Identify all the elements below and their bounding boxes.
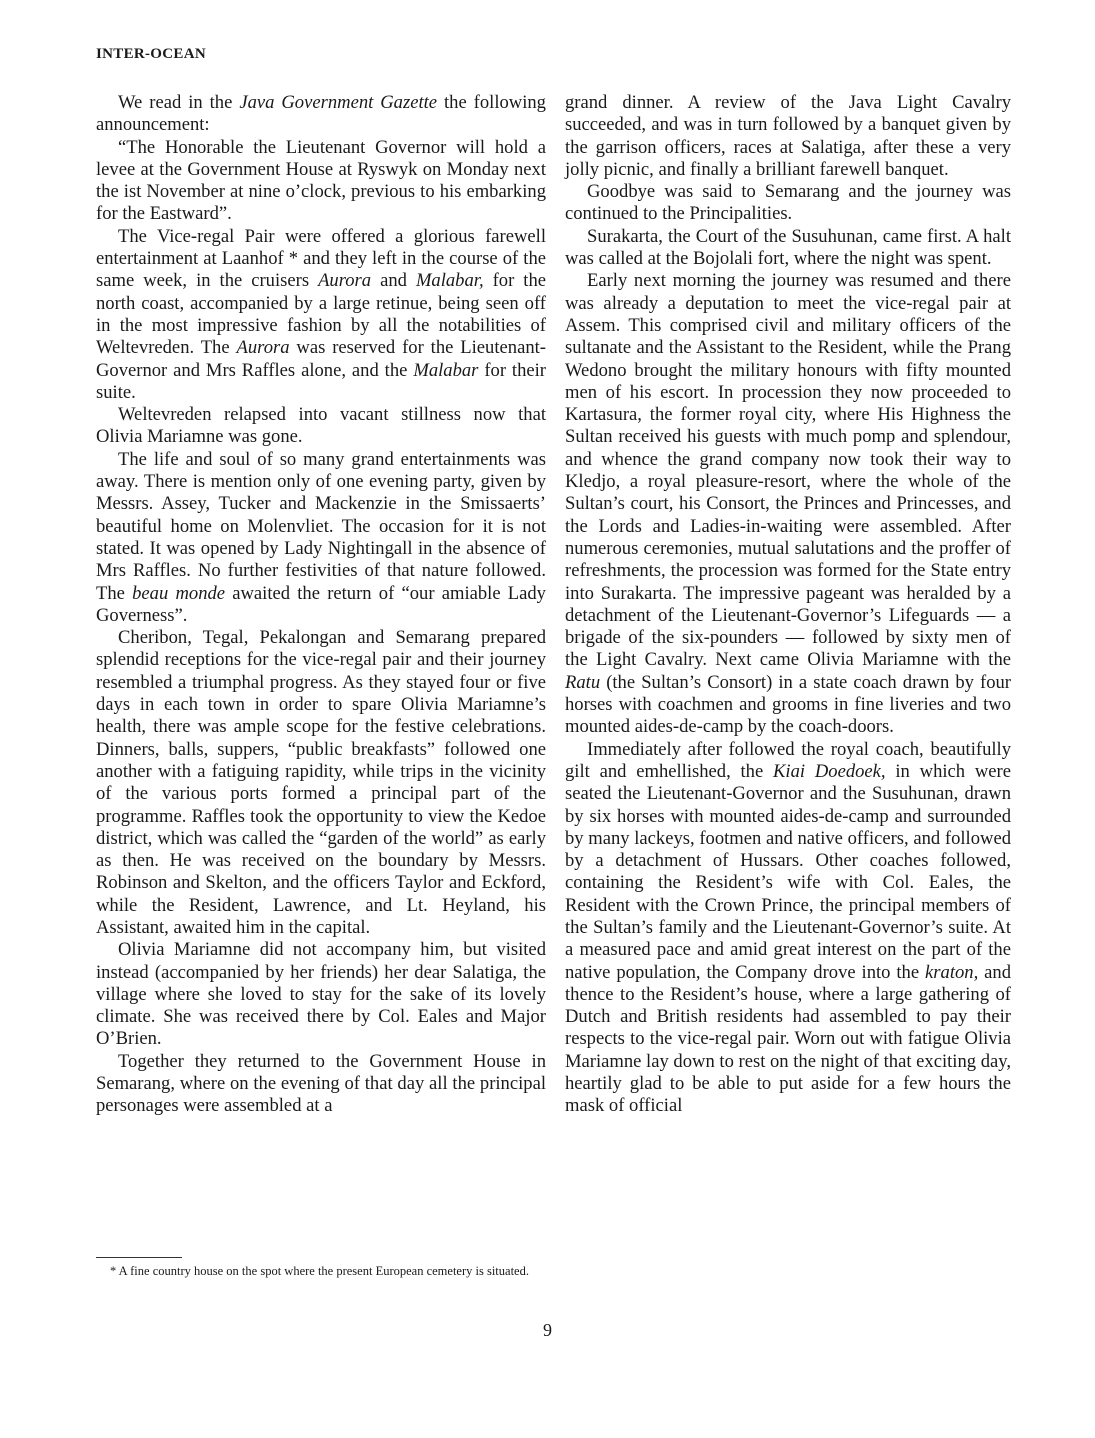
text-run: for their suite. xyxy=(96,359,546,403)
text-run: was reserved for the Lieutenant-Governor and Mrs Raffles alone, and the xyxy=(96,337,546,381)
paragraph xyxy=(565,739,1011,1118)
paragraph: “The Honorable the Lieutenant Governor will hold a levee at the Government House at Ryswyk on Monday next the ist November at nine o’clock, previous to his embarking for the Eastward”. xyxy=(96,136,546,225)
italic-run: beau monde xyxy=(132,582,226,604)
paragraph xyxy=(96,92,546,137)
paragraph xyxy=(96,226,546,404)
text-run: We read in the xyxy=(118,92,240,113)
footnote-divider xyxy=(96,1257,182,1258)
paragraph: Surakarta, the Court of the Susuhunan, came first. A halt was called at the Bojolali fort, where the night was spent. xyxy=(565,225,1011,270)
text-run: awaited the return of “our amiable Lady Governess”. xyxy=(96,582,546,626)
footnote: * A fine country house on the spot where the present European cemetery is situated. xyxy=(110,1264,529,1278)
text-run: Early next morning the journey was resumed and there was already a deputation to meet the vice-regal pair at Assem. This comprised civil and military officers of the sultanate and the Assistant to the Resident, while the Prang Wedono brought the military honours with fifty mounted men of his escort. In procession they now proceeded to Kartasura, the former royal city, where His Highness the Sultan received his guests with much pomp and splendour, and whence the grand company now took their way to Kledjo, a royal pleasure-resort, where the whole of the Sultan’s court, his Consort, the Princes and Princesses, and the Lords and Ladies-in-waiting were assembled. After numerous ceremonies, mutual salutations and the proffer of refreshments, the procession was formed for the State entry into Surakarta. The impressive pageant was heralded by a detachment of the Lieutenant-Governor’s Lifeguards — a brigade of the six-pounders — followed by sixty men of the Light Cavalry. Next came Olivia Mariamne with the xyxy=(565,270,1011,671)
text-run: for the north coast, accompanied by a large retinue, being seen off in the most impressive fashion by all the notabilities of Weltevreden. The xyxy=(96,270,546,359)
right-column xyxy=(565,92,1011,1118)
italic-run: Ratu xyxy=(565,671,601,693)
text-run: and xyxy=(371,270,416,292)
paragraph xyxy=(565,270,1011,738)
italic-run: Aurora xyxy=(318,270,372,292)
text-run: Immediately after followed the royal coach, beautifully gilt and emhellished, the xyxy=(565,738,1011,782)
page-number: 9 xyxy=(543,1320,552,1340)
paragraph: Together they returned to the Government House in Semarang, where on the evening of that day all the principal personages were assembled at a xyxy=(96,1050,546,1117)
running-header: INTER-OCEAN xyxy=(96,46,206,62)
italic-run: Malabar, xyxy=(415,270,484,292)
text-run: (the Sultan’s Consort) in a state coach drawn by four horses with coachmen and grooms in fine liveries and two mounted aides-de-camp by the coach-doors. xyxy=(565,671,1011,738)
paragraph: Weltevreden relapsed into vacant stillness now that Olivia Mariamne was gone. xyxy=(96,404,546,448)
text-run: The Vice-regal Pair were offered a glorious farewell entertainment at Laanhof * and they left in the course of the same week, in the cruisers xyxy=(96,225,546,292)
text-run: The life and soul of so many grand entertainments was away. There is mention only of one evening party, given by Messrs. Assey, Tucker and Mackenzie in the Smissaerts’ beautiful home on Molenvliet. The occasion for it is not stated. It was opened by Lady Nightingall in the absence of Mrs Raffles. No further festivities of that nature followed. The xyxy=(96,448,546,604)
paragraph xyxy=(96,449,546,627)
paragraph: grand dinner. A review of the Java Light Cavalry succeeded, and was in turn followed by a banquet given by the garrison officers, races at Salatiga, after these a very jolly picnic, and finally a brilliant farewell banquet. xyxy=(565,92,1011,180)
paragraph: Cheribon, Tegal, Pekalongan and Semarang prepared splendid receptions for the vice-regal pair and their journey resembled a triumphal progress. As they stayed four or five days in each town in order to spare Olivia Mariamne’s health, there was ample scope for the festive celebrations. Dinners, balls, suppers, “public breakfasts” followed one another with a fatiguing rapidity, while trips in the vicinity of the various ports formed a principal part of the programme. Raffles took the opportunity to view the Kedoe district, which was called the “garden of the world” as early as then. He was received on the boundary by Messrs. Robinson and Skelton, and the officers Taylor and Eckford, while the Resident, Lawrence, and Lt. Heyland, his Assistant, awaited him in the capital. xyxy=(96,627,546,938)
paragraph: Olivia Mariamne did not accompany him, but visited instead (accompanied by her friends) her dear Salatiga, the village where she loved to stay for the sake of its lovely climate. She was received there by Col. Eales and Major O’Brien. xyxy=(96,939,546,1050)
italic-run: Aurora xyxy=(236,337,290,359)
italic-run: Java Government Gazette xyxy=(239,92,438,113)
italic-run: kraton, xyxy=(925,961,979,983)
text-run: and thence to the Resident’s house, where a large gathering of Dutch and British residents had assembled to pay their respects to the vice-regal pair. Worn out with fatigue Olivia Mariamne lay down to rest on the night of that exciting day, heartily glad to be able to put aside for a few hours the mask of official xyxy=(565,961,1011,1117)
paragraph: Goodbye was said to Semarang and the journey was continued to the Principalities. xyxy=(565,181,1011,225)
text-run: in which were seated the Lieutenant-Governor and the Susuhunan, drawn by six horses with mounted aides-de-camp and surrounded by many lackeys, footmen and native officers, and followed by a detachment of Hussars. Other coaches followed, containing the Resident’s wife with Col. Eales, the Resident with the Crown Prince, the principal members of the Sultan’s family and the Lieutenant-Governor’s suite. At a measured pace and amid great interest on the part of the native population, the Company drove into the xyxy=(565,760,1012,983)
text-run: the following announcement: xyxy=(96,92,546,136)
italic-run: Kiai Doedoek, xyxy=(773,760,886,782)
left-column xyxy=(96,92,546,1118)
italic-run: Malabar xyxy=(413,359,479,381)
